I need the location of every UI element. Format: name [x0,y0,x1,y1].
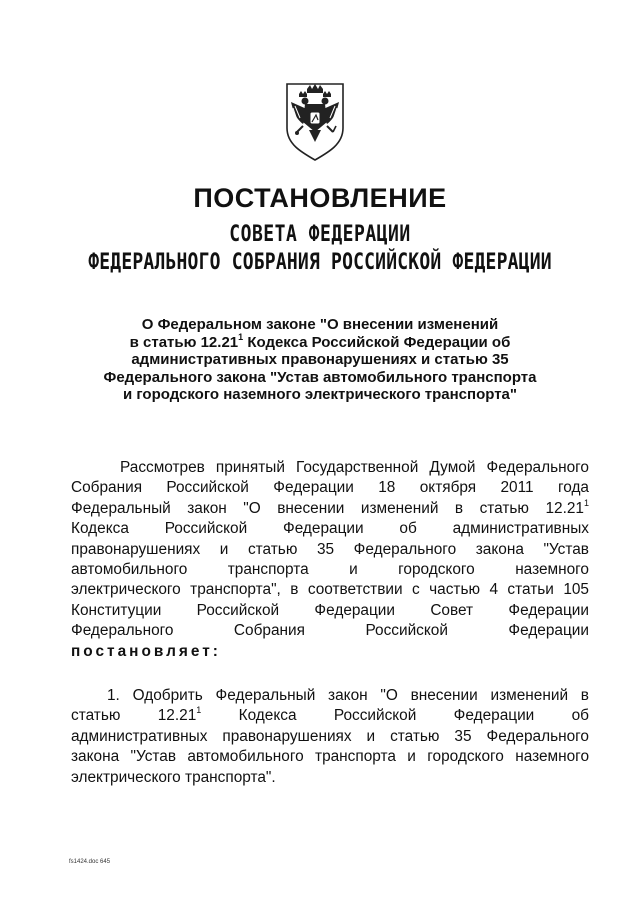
paragraph-line: автомобильного транспорта и городского наземного [71,560,589,578]
subject-line: и городского наземного электрического транспорта" [122,386,518,403]
subject-line: административных правонарушениях и статью 35 [131,351,509,368]
paragraph-line: Федеральный закон "О внесении изменений в статью 12.21$^1$ [71,497,589,517]
paragraph-line: Рассмотрев принятый Государственной Думой Федерального [120,459,589,476]
resolves-word: постановляет: [71,642,221,660]
subject-line: Федерального закона "Устав автомобильного транспорта [103,368,537,386]
paragraph-line: закона "Устав автомобильного транспорта и городского наземного [71,748,589,766]
document-subtitle-council: СОВЕТА ФЕДЕРАЦИИ [229,221,411,248]
file-reference: fs1424.doc 645 [69,859,111,865]
resolution-item-1 [71,686,589,788]
paragraph-line: 1. Одобрить Федеральный закон "О внесении изменений в [107,687,589,704]
resolution-subject [100,316,540,404]
coat-of-arms-icon [283,80,347,162]
paragraph-line: Кодекса Российской Федерации об административных [71,520,589,538]
paragraph-line: Собрания Российской Федерации 18 октября 2011 года [71,479,589,497]
paragraph-line: правонарушениях и статью 35 Федерального закона "Устав [71,540,589,558]
document-subtitle-assembly: ФЕДЕРАЛЬНОГО СОБРАНИЯ РОССИЙСКОЙ ФЕДЕРАЦИИ [88,249,552,276]
preamble-paragraph [71,458,589,662]
document-title: ПОСТАНОВЛЕНИЕ [193,183,447,213]
paragraph-line: электрического транспорта". [71,768,276,786]
subject-line: О Федеральном законе "О внесении изменений [141,316,499,333]
paragraph-line: административных правонарушениях и статью 35 Федерального [71,727,589,745]
paragraph-line: Федерального Собрания Российской Федерации [71,622,589,640]
paragraph-line: статью 12.21$^1$ Кодекса Российской Федерации об [71,705,589,725]
paragraph-line: Конституции Российской Федерации Совет Федерации [71,601,589,619]
paragraph-line: электрического транспорта", в соответствии с частью 4 статьи 105 [71,581,589,599]
subject-line: в статью 12.21$^1$ Кодекса Российской Федерации об [129,331,511,351]
